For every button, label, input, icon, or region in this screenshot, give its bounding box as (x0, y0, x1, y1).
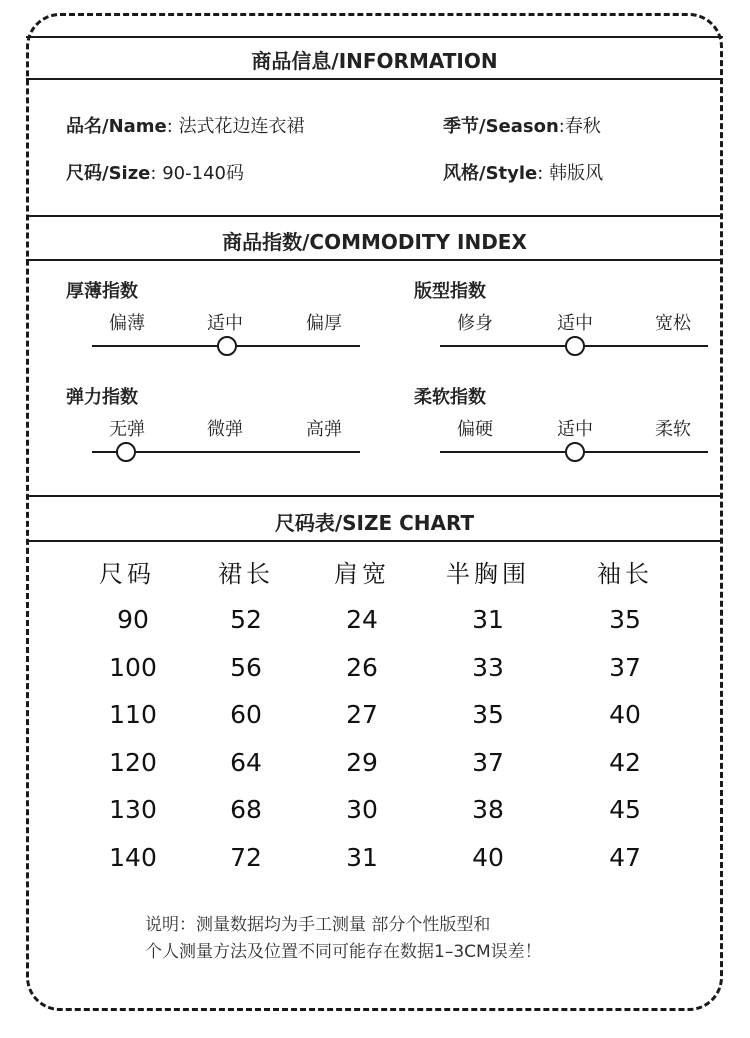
size-table-header: 裙长 (218, 560, 274, 588)
index-option: 柔软 (655, 419, 691, 440)
index-label: 厚薄指数 (66, 281, 138, 302)
name-row (66, 112, 305, 138)
index-option: 无弹 (109, 419, 145, 440)
size-table-cell: 42 (609, 747, 641, 777)
size-table-cell: 45 (609, 795, 641, 824)
size-table-cell: 68 (230, 795, 262, 824)
index-option: 偏厚 (306, 313, 342, 334)
size-table-cell: 90 (117, 605, 149, 634)
size-table-cell: 64 (230, 747, 262, 777)
season-value: 春秋 (564, 116, 601, 137)
index-marker (565, 336, 585, 356)
size-table-cell: 26 (346, 652, 378, 682)
size-table-cell: 40 (472, 842, 504, 872)
divider (26, 259, 723, 261)
index-option: 偏薄 (109, 313, 145, 334)
size-table-cell: 40 (609, 700, 641, 729)
style-label: 风格/Style (443, 163, 538, 184)
name-label: 品名/Name (66, 116, 167, 137)
index-option: 微弹 (207, 419, 243, 440)
size-row (66, 159, 244, 185)
size-table-cell: 35 (609, 605, 641, 634)
size-table-header: 尺码 (99, 560, 155, 588)
size-table-cell: 47 (609, 842, 641, 872)
season-sep: : (558, 116, 565, 137)
index-option: 适中 (207, 313, 243, 334)
information-title: 商品信息/INFORMATION (251, 49, 498, 73)
size-table-cell: 110 (109, 700, 157, 729)
divider (26, 540, 723, 542)
size-table-cell: 31 (472, 605, 504, 634)
index-option: 适中 (557, 313, 593, 334)
style-row (443, 159, 603, 185)
size-chart-title: 尺码表/SIZE CHART (274, 511, 475, 535)
index-marker (217, 336, 237, 356)
index-label: 弹力指数 (66, 387, 138, 408)
size-table-cell: 38 (472, 795, 504, 824)
commodity-index-title: 商品指数/COMMODITY INDEX (222, 230, 527, 254)
size-table-header: 半胸围 (446, 560, 530, 588)
size-table-cell: 29 (346, 747, 378, 777)
size-table-cell: 140 (109, 842, 157, 872)
name-value: 法式花边连衣裙 (178, 116, 305, 137)
index-label: 柔软指数 (414, 387, 486, 408)
style-value: 韩版风 (549, 163, 604, 184)
size-table-cell: 120 (109, 747, 157, 777)
size-sep: : (150, 163, 157, 184)
index-option: 宽松 (655, 313, 691, 334)
season-label: 季节/Season (443, 116, 559, 137)
size-table-cell: 56 (230, 652, 262, 682)
size-table-cell: 100 (109, 652, 157, 682)
index-label: 版型指数 (414, 281, 486, 302)
size-table-cell: 27 (346, 700, 378, 729)
index-option: 高弹 (306, 419, 342, 440)
size-table-header: 肩宽 (334, 560, 390, 588)
size-table-cell: 30 (346, 795, 378, 824)
size-table-header: 袖长 (597, 560, 653, 588)
size-label: 尺码/Size (66, 163, 151, 184)
name-sep: : (166, 116, 173, 137)
size-table-cell: 31 (346, 842, 378, 872)
size-table-cell: 130 (109, 795, 157, 824)
size-table-cell: 52 (230, 605, 262, 634)
index-option: 修身 (457, 313, 493, 334)
style-sep: : (537, 163, 544, 184)
note-line-2: 个人测量方法及位置不同可能存在数据1–3CM误差！ (145, 942, 542, 962)
size-value: 90-140码 (162, 163, 244, 184)
size-table-cell: 37 (472, 747, 504, 777)
index-option: 适中 (557, 419, 593, 440)
index-option: 偏硬 (457, 419, 493, 440)
index-marker (116, 442, 136, 462)
size-table-cell: 24 (346, 605, 378, 634)
size-table-cell: 33 (472, 652, 504, 682)
size-table-cell: 72 (230, 842, 262, 872)
divider (26, 215, 723, 217)
size-table-cell: 37 (609, 652, 641, 682)
divider (26, 78, 723, 80)
size-table-cell: 35 (472, 700, 504, 729)
season-row (443, 112, 601, 138)
divider (26, 495, 723, 497)
size-table-cell: 60 (230, 700, 262, 729)
note-line-1: 说明：测量数据均为手工测量 部分个性版型和 (145, 915, 491, 935)
divider (26, 36, 723, 38)
index-marker (565, 442, 585, 462)
